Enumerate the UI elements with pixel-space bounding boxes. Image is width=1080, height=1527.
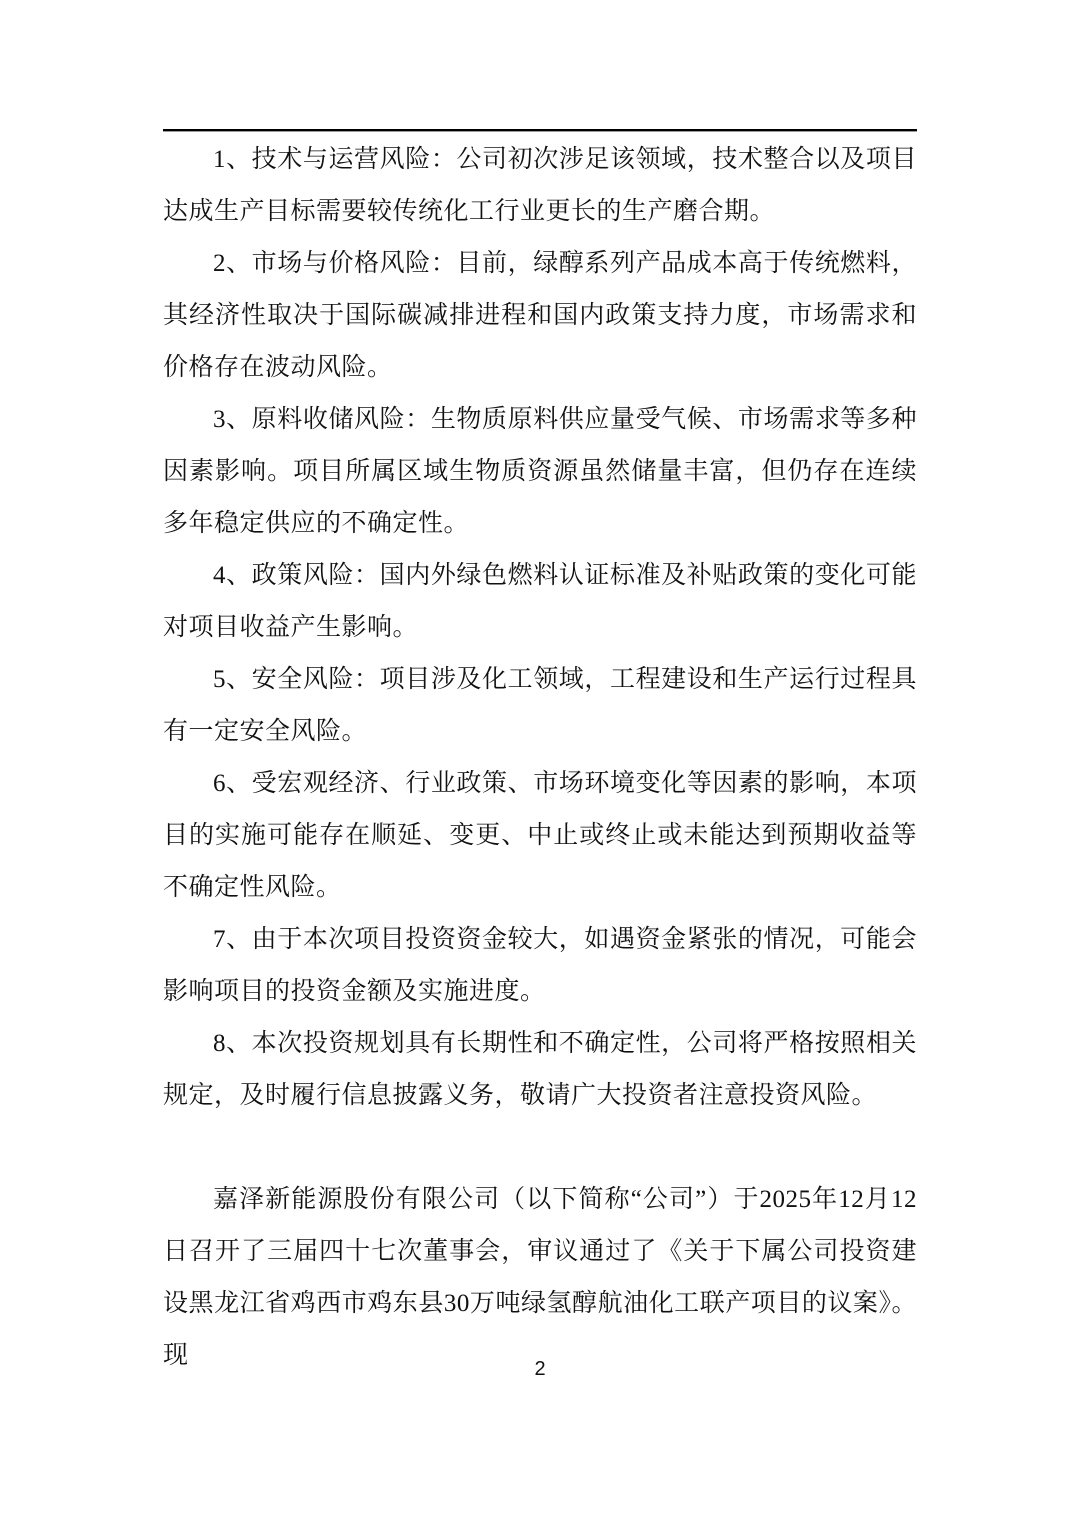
- risk-paragraph-7: 7、由于本次项目投资资金较大，如遇资金紧张的情况，可能会影响项目的投资金额及实施进度。: [163, 926, 917, 1005]
- page-number: 2: [534, 1358, 546, 1380]
- body-text: [163, 134, 917, 1382]
- risk-paragraph-6: 6、受宏观经济、行业政策、市场环境变化等因素的影响，本项目的实施可能存在顺延、变更、中止或终止或未能达到预期收益等不确定性风险。: [163, 770, 917, 901]
- board-meeting-paragraph: 嘉泽新能源股份有限公司（以下简称“公司”）于2025年12月12日召开了三届四十七次董事会，审议通过了《关于下属公司投资建设黑龙江省鸡西市鸡东县30万吨绿氢醇航油化工联产项目的议案》。现: [163, 1186, 917, 1369]
- risk-paragraph-5: 5、安全风险：项目涉及化工领域，工程建设和生产运行过程具有一定安全风险。: [163, 666, 917, 745]
- risk-paragraph-4: 4、政策风险：国内外绿色燃料认证标准及补贴政策的变化可能对项目收益产生影响。: [163, 562, 917, 641]
- risk-paragraph-3: 3、原料收储风险：生物质原料供应量受气候、市场需求等多种因素影响。项目所属区域生物质资源虽然储量丰富，但仍存在连续多年稳定供应的不确定性。: [163, 406, 917, 537]
- risk-paragraph-1: 1、技术与运营风险：公司初次涉足该领域，技术整合以及项目达成生产目标需要较传统化工行业更长的生产磨合期。: [163, 146, 917, 225]
- risk-paragraph-2: 2、市场与价格风险：目前，绿醇系列产品成本高于传统燃料，其经济性取决于国际碳减排进程和国内政策支持力度，市场需求和价格存在波动风险。: [163, 250, 917, 381]
- risk-paragraph-8: 8、本次投资规划具有长期性和不确定性，公司将严格按照相关规定，及时履行信息披露义务，敬请广大投资者注意投资风险。: [163, 1030, 917, 1109]
- header-rule: [163, 129, 917, 131]
- blank-line: [163, 1122, 917, 1174]
